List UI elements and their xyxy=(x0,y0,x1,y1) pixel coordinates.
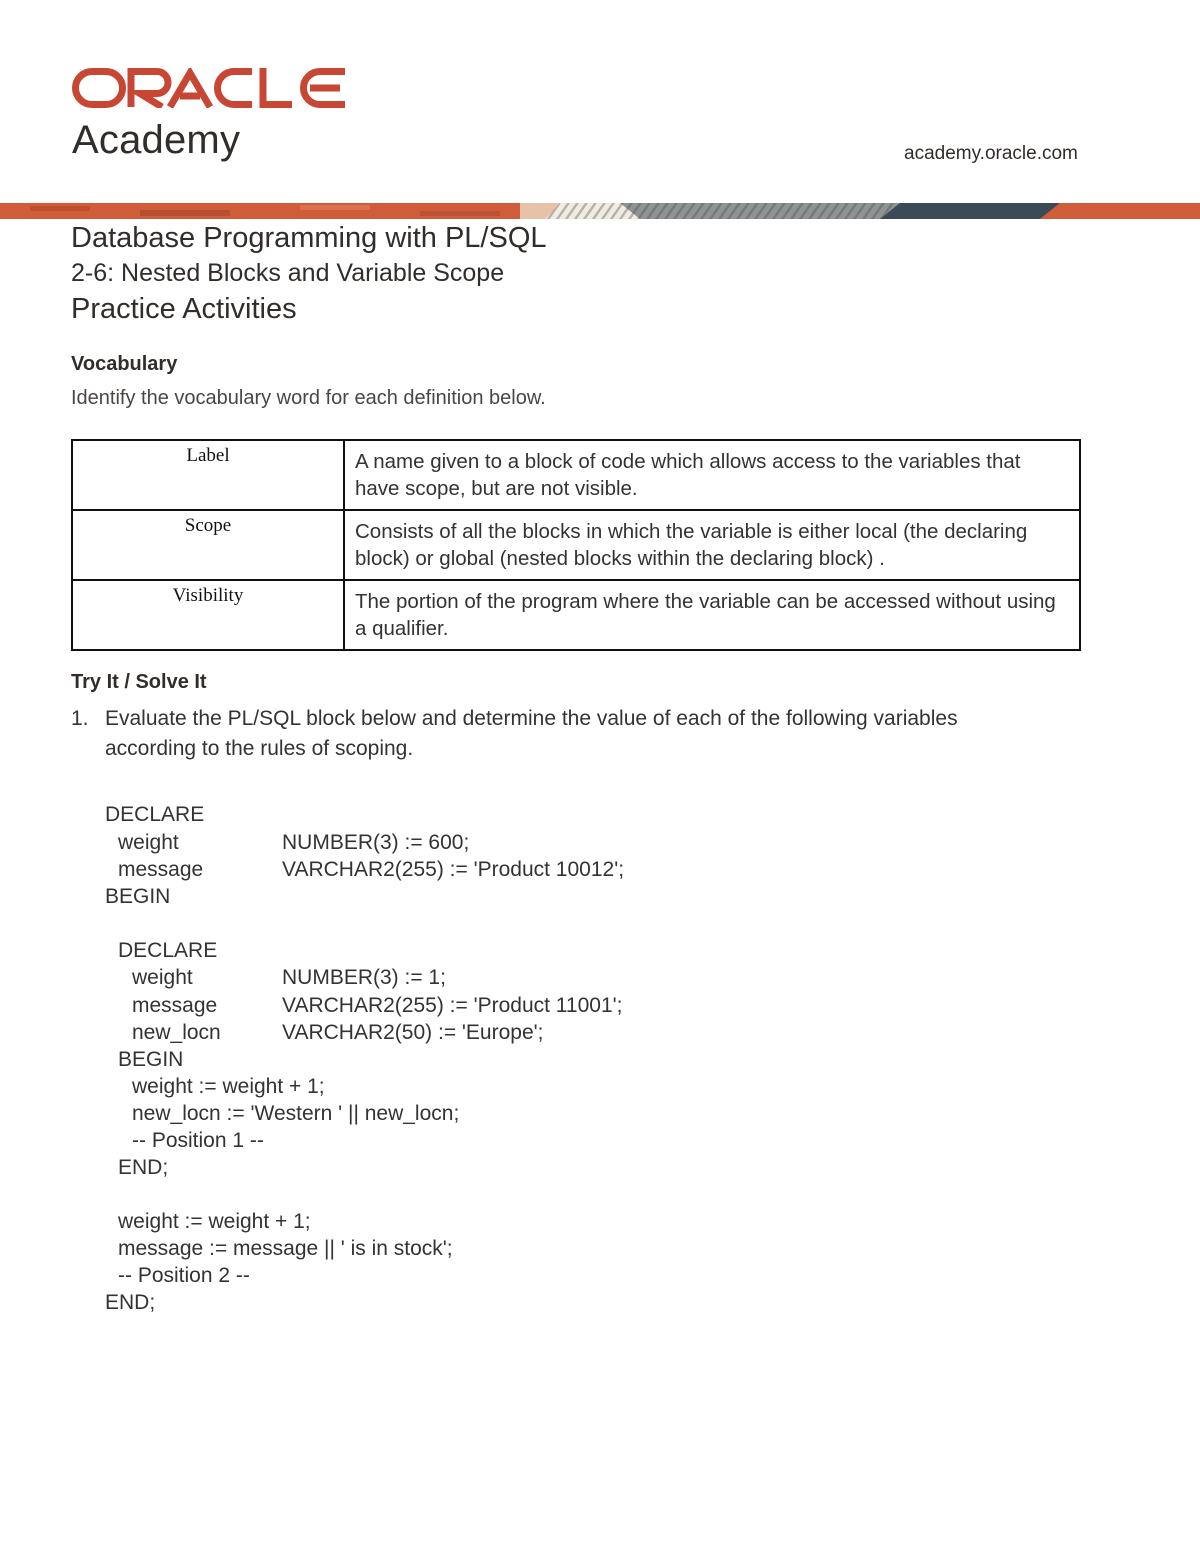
code-line: END; xyxy=(105,1291,156,1314)
course-title: Database Programming with PL/SQL xyxy=(71,222,547,254)
vocab-definition: The portion of the program where the variable can be accessed without using a qualifier. xyxy=(344,580,1080,650)
vocab-term: Scope xyxy=(72,510,344,580)
code-line: message xyxy=(118,858,204,881)
code-block xyxy=(105,803,625,1403)
lesson-title: 2-6: Nested Blocks and Variable Scope xyxy=(71,259,505,287)
code-line: weight xyxy=(118,831,179,854)
vocab-term: Label xyxy=(72,440,344,510)
code-line: weight := weight + 1; xyxy=(118,1210,311,1233)
code-line: new_locn := 'Western ' || new_locn; xyxy=(132,1102,460,1125)
code-line: VARCHAR2(255) := 'Product 10012'; xyxy=(282,858,625,881)
code-comment: -- Position 1 -- xyxy=(132,1129,264,1152)
vocabulary-heading: Vocabulary xyxy=(71,353,178,375)
code-comment: -- Position 2 -- xyxy=(118,1264,250,1287)
vocab-definition: A name given to a block of code which allows access to the variables that have scope, but are not visible. xyxy=(344,440,1080,510)
vocab-term: Visibility xyxy=(72,580,344,650)
code-line: message xyxy=(132,994,218,1017)
question-text: Evaluate the PL/SQL block below and determine the value of each of the following variables according to the rules of scoping. xyxy=(105,707,958,760)
table-row xyxy=(72,440,1080,510)
code-line: VARCHAR2(50) := 'Europe'; xyxy=(282,1021,544,1044)
code-line: message := message || ' is in stock'; xyxy=(118,1237,453,1260)
try-it-heading: Try It / Solve It xyxy=(71,671,207,693)
table-row xyxy=(72,510,1080,580)
vocab-definition: Consists of all the blocks in which the variable is either local (the declaring block) or global (nested blocks within the declaring block) . xyxy=(344,510,1080,580)
site-url-link[interactable]: academy.oracle.com xyxy=(904,143,1078,164)
section-title: Practice Activities xyxy=(71,293,297,325)
table-row xyxy=(72,580,1080,650)
code-line: BEGIN xyxy=(118,1048,184,1071)
code-line: weight xyxy=(132,966,193,989)
code-line: BEGIN xyxy=(105,885,171,908)
question-1 xyxy=(71,704,1001,764)
code-line: VARCHAR2(255) := 'Product 11001'; xyxy=(282,994,623,1017)
code-line: weight := weight + 1; xyxy=(132,1075,325,1098)
vocabulary-intro: Identify the vocabulary word for each definition below. xyxy=(71,387,546,409)
code-line: NUMBER(3) := 600; xyxy=(282,831,470,854)
question-number: 1. xyxy=(71,707,89,730)
code-line: DECLARE xyxy=(105,803,205,826)
code-line: END; xyxy=(118,1156,169,1179)
code-line: new_locn xyxy=(132,1021,221,1044)
academy-subbrand: Academy xyxy=(72,118,241,162)
code-line: NUMBER(3) := 1; xyxy=(282,966,446,989)
decorative-banner xyxy=(0,203,1200,219)
oracle-logo xyxy=(72,68,348,108)
vocabulary-table xyxy=(71,439,1081,651)
code-line: DECLARE xyxy=(118,939,218,962)
